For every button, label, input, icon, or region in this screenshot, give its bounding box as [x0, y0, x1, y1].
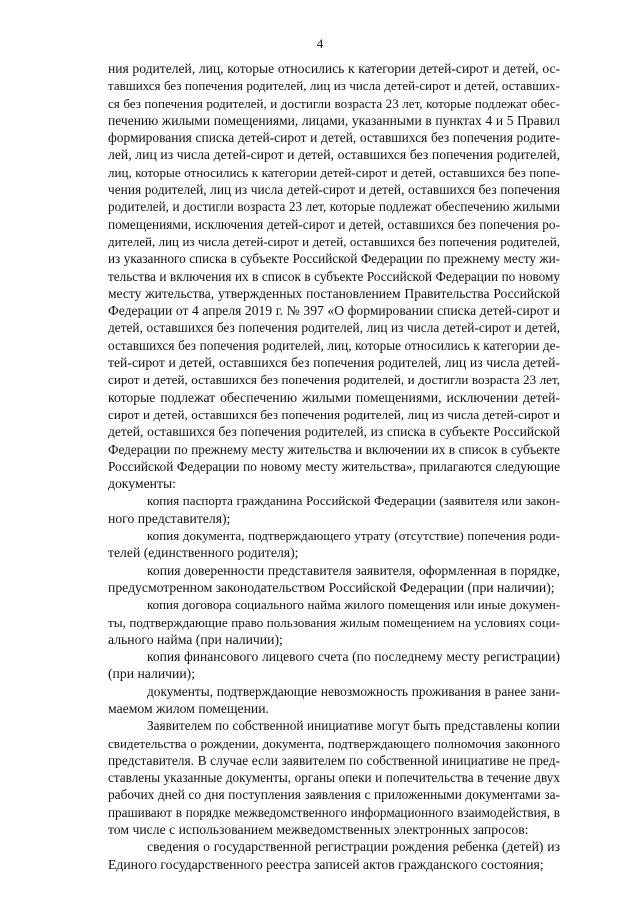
- text-line: лиц, которые относились к категории детей-сирот и детей, оставшихся без попе-: [108, 164, 560, 180]
- text-line: копия договора социального найма жилого помещения или иные докумен-: [147, 597, 560, 613]
- text-line: Единого государственного реестра записей актов гражданского состояния;: [108, 856, 544, 872]
- text-line: месту жительства, утвержденных постановлением Правительства Российской: [108, 285, 560, 301]
- text-line: тавшихся без попечения родителей, лиц из числа детей-сирот и детей, оставших-: [108, 78, 560, 94]
- text-line: ся без попечения родителей, и достигли возраста 23 лет, которые подлежат обес-: [108, 95, 560, 111]
- document-body: [108, 60, 560, 873]
- text-line: тельства и включения их в список в субъекте Российской Федерации по новому: [108, 268, 560, 284]
- text-line: Российской Федерации по новому месту жительства», прилагаются следующие: [108, 458, 560, 474]
- text-line: маемом жилом помещении.: [108, 700, 269, 716]
- text-line: (при наличии);: [108, 666, 196, 682]
- text-line: телей (единственного родителя);: [108, 545, 299, 561]
- page-number: 4: [316, 36, 324, 51]
- text-line: свидетельства о рождении, документа, подтверждающего полномочия законного: [108, 735, 560, 751]
- text-line: печению жилыми помещениями, лицами, указанными в пунктах 4 и 5 Правил: [108, 112, 560, 128]
- text-line: копия документа, подтверждающего утрату (отсутствие) попечения роди-: [147, 528, 560, 544]
- text-line: ния родителей, лиц, которые относились к категории детей-сирот и детей, ос-: [108, 61, 560, 76]
- text-line: Заявителем по собственной инициативе могут быть представлены копии: [147, 718, 560, 734]
- text-line: детей, оставшихся без попечения родителей, лиц из числа детей-сирот и детей,: [108, 320, 560, 336]
- text-line: предусмотренном законодательством Российской Федерации (при наличии);: [108, 579, 555, 595]
- text-line: ты, подтверждающие право пользования жилым помещением на условиях соци-: [108, 614, 560, 630]
- text-line: формирования списка детей-сирот и детей, оставшихся без попечения родите-: [108, 130, 560, 146]
- text-line: сирот и детей, оставшихся без попечения родителей, лиц из числа детей-сирот и: [108, 406, 560, 422]
- text-line: том числе с использованием межведомственных электронных запросов:: [108, 822, 529, 838]
- text-line: представителя. В случае если заявителем по собственной инициативе не пред-: [108, 752, 560, 768]
- text-line: документы, подтверждающие невозможность проживания в ранее зани-: [147, 683, 560, 699]
- text-line: ставлены указанные документы, органы опеки и попечительства в течение двух: [108, 770, 560, 786]
- text-line: копия доверенности представителя заявителя, оформленная в порядке,: [147, 562, 560, 578]
- text-line: копия финансового лицевого счета (по последнему месту регистрации): [147, 649, 560, 665]
- text-line: рабочих дней со дня поступления заявления с приложенными документами за-: [108, 787, 560, 803]
- text-line: которые подлежат обеспечению жилыми помещениями, исключении детей-: [108, 389, 560, 405]
- text-line: чения родителей, лиц из числа детей-сирот и детей, оставшихся без попечения: [108, 182, 560, 198]
- text-line: из указанного списка в субъекте Российской Федерации по прежнему месту жи-: [108, 251, 560, 267]
- text-line: документы:: [108, 476, 176, 492]
- text-line: лей, лиц из числа детей-сирот и детей, оставшихся без попечения родителей,: [108, 147, 560, 163]
- text-line: сведения о государственной регистрации рождения ребенка (детей) из: [147, 839, 560, 855]
- text-line: оставшихся без попечения родителей, лиц, которые относились к категории де-: [108, 337, 560, 353]
- text-line: детей, оставшихся без попечения родителей, из списка в субъекте Российской: [108, 424, 560, 440]
- text-line: ного представителя);: [108, 510, 231, 526]
- text-line: родителей, и достигли возраста 23 лет, которые подлежат обеспечению жилыми: [108, 199, 560, 215]
- text-line: дителей, лиц из числа детей-сирот и детей, оставшихся без попечения родителей,: [108, 233, 560, 249]
- text-line: тей-сирот и детей, оставшихся без попечения родителей, лиц из числа детей-: [108, 355, 560, 371]
- text-line: Федерации по прежнему месту жительства и включении их в список в субъекте: [108, 441, 560, 457]
- text-line: помещениями, исключения детей-сирот и детей, оставшихся без попечения ро-: [108, 216, 560, 232]
- text-line: прашивают в порядке межведомственного информационного взаимодействия, в: [108, 804, 560, 820]
- text-line: Федерации от 4 апреля 2019 г. № 397 «О формировании списка детей-сирот и: [108, 303, 560, 319]
- text-line: сирот и детей, оставшихся без попечения родителей, и достигли возраста 23 лет,: [108, 372, 560, 388]
- text-line: ального найма (при наличии);: [108, 631, 283, 647]
- text-line: копия паспорта гражданина Российской Федерации (заявителя или закон-: [147, 493, 560, 509]
